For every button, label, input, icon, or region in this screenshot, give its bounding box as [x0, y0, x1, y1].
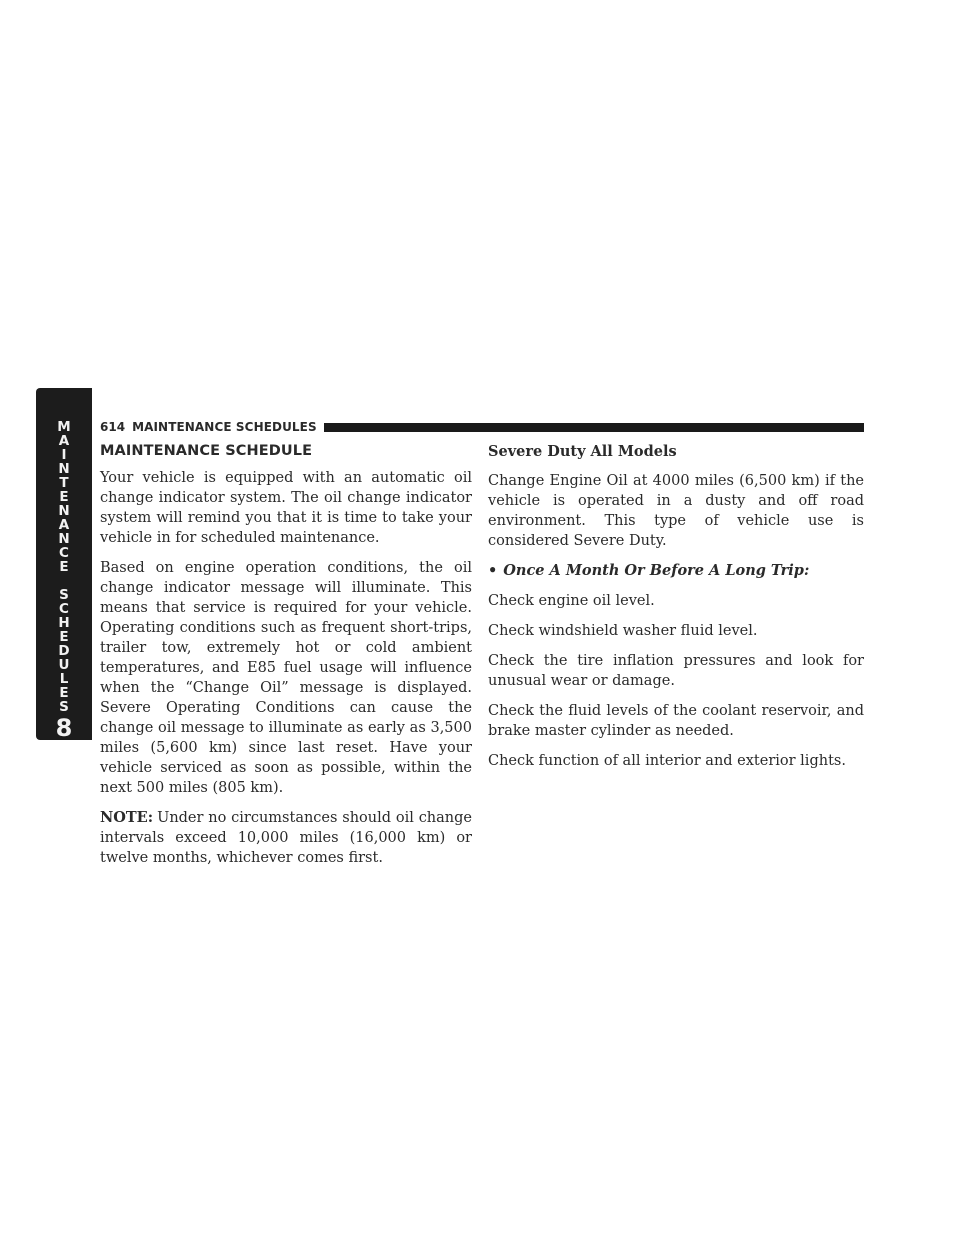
page-number: 614	[100, 420, 126, 434]
check-item: Check windshield washer fluid level.	[488, 623, 758, 639]
side-tab-letter: N	[58, 531, 70, 547]
severe-duty-paragraph: Change Engine Oil at 4000 miles (6,500 km) if the vehicle is operated in a dusty and off road environment. This type of vehicle use is considered Severe Duty.	[488, 473, 864, 549]
check-item: Check function of all interior and exterior lights.	[488, 753, 846, 769]
side-tab-letter: E	[59, 629, 69, 645]
chapter-number: 8	[55, 714, 73, 742]
page-title: MAINTENANCE SCHEDULE	[100, 443, 313, 459]
side-tab-letter: H	[58, 615, 70, 631]
check-item: Check engine oil level.	[488, 593, 655, 609]
check-item: Check the tire inflation pressures and look for unusual wear or damage.	[488, 653, 864, 689]
side-tab-letter: E	[59, 685, 69, 701]
side-tab-letter: U	[58, 657, 70, 673]
header-rule	[324, 423, 864, 432]
side-tab-letter: A	[58, 433, 70, 449]
side-tab-letter: T	[59, 475, 69, 491]
side-tab-letter: C	[59, 545, 69, 561]
left-column	[100, 444, 472, 878]
side-tab-letter: I	[61, 447, 67, 463]
conditions-paragraph: Based on engine operation conditions, the oil change indicator message will illuminate. This means that service is required for your vehicle. Operating conditions such as frequent short-trips, trailer tow, extremely hot or cold ambient temperatures, and E85 fuel usage will influence when the “Change Oil” message is displayed. Severe Operating Conditions can cause the change oil message to illuminate as early as 3,500 miles (5,600 km) since last reset. Have your vehicle serviced as soon as possible, within the next 500 miles (805 km).	[100, 560, 472, 796]
side-tab-letter: A	[58, 517, 70, 533]
side-tab-letter: N	[58, 503, 70, 519]
note-text: Under no circumstances should oil change intervals exceed 10,000 miles (16,000 km) or twelve months, whichever comes first.	[100, 810, 472, 866]
bullet-symbol: •	[488, 562, 498, 579]
side-tab-letter: E	[59, 559, 69, 575]
side-tab-letter: S	[59, 699, 69, 715]
side-tab-letter: N	[58, 461, 70, 477]
check-item: Check the fluid levels of the coolant reservoir, and brake master cylinder as needed.	[488, 703, 864, 739]
note-label: NOTE:	[100, 809, 154, 826]
side-tab-letter: D	[58, 643, 70, 659]
note-paragraph	[100, 808, 472, 868]
side-tab-letter: C	[59, 601, 69, 617]
side-tab-letter: L	[59, 671, 69, 687]
side-tab-letter: E	[59, 489, 69, 505]
section-title: MAINTENANCE SCHEDULES	[132, 420, 317, 434]
intro-paragraph: Your vehicle is equipped with an automatic oil change indicator system. The oil change indicator system will remind you that it is time to take your vehicle in for scheduled maintenance.	[100, 470, 472, 546]
monthly-check-bullet	[488, 561, 864, 581]
bullet-text: Once A Month Or Before A Long Trip:	[503, 562, 810, 579]
chapter-side-tab	[36, 388, 92, 740]
side-tab-letter: S	[59, 587, 69, 603]
severe-duty-heading: Severe Duty All Models	[488, 443, 677, 460]
chapter-side-tab-letters	[57, 420, 70, 714]
side-tab-letter: M	[57, 419, 71, 435]
right-column	[488, 444, 864, 781]
page-header	[100, 418, 864, 436]
